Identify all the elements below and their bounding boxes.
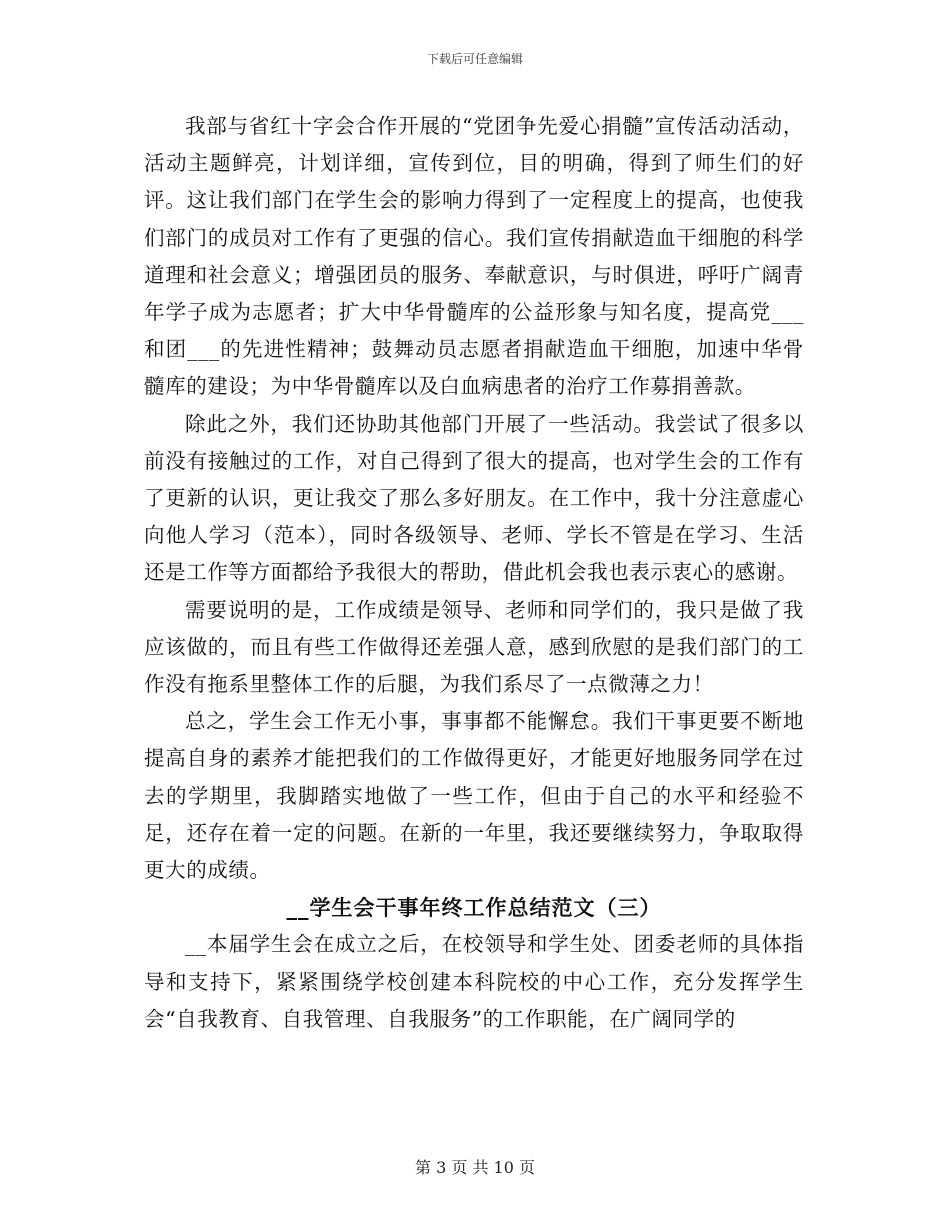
body-paragraph-1: 我部与省红十字会合作开展的“党团争先爱心捐髓”宣传活动活动，活动主题鲜亮，计划详细，宣传到位，目的明确，得到了师生们的好评。这让我们部门在学生会的影响力得到了一定程度上的提高，也使我们部门的成员对工作有了更强的信心。我们宣传捐献造血干细胞的科学道理和社会意义；增强团员的服务、奉献意识，与时俱进，呼吁广阔青年学子成为志愿者；扩大中华骨髓库的公益形象与知名度，提高党___和团___的先进性精神；鼓舞动员志愿者捐献造血干细胞，加速中华骨髓库的建设；为中华骨髓库以及白血病患者的治疗工作募捐善款。 (144, 114, 804, 399)
body-paragraph-3: 需要说明的是，工作成绩是领导、老师和同学们的，我只是做了我应该做的，而且有些工作做得还差强人意，感到欣慰的是我们部门的工作没有拖系里整体工作的后腿，为我们系尽了一点微薄之力！ (144, 597, 804, 697)
document-body (144, 108, 804, 1038)
section-paragraph-1: __本届学生会在成立之后，在校领导和学生处、团委老师的具体指导和支持下，紧紧围绕学校创建本科院校的中心工作，充分发挥学生会“自我教育、自我管理、自我服务”的工作职能，在广阔同学的 (144, 932, 804, 1031)
body-paragraph-4: 总之，学生会工作无小事，事事都不能懈怠。我们干事更要不断地提高自身的素养才能把我们的工作做得更好，才能更好地服务同学在过去的学期里，我脚踏实地做了一些工作，但由于自己的水平和经验不足，还存在着一定的问题。在新的一年里，我还要继续努力，争取取得更大的成绩。 (144, 709, 804, 883)
section-title: __学生会干事年终工作总结范文（三） (286, 895, 662, 921)
body-paragraph-2: 除此之外，我们还协助其他部门开展了一些活动。我尝试了很多以前没有接触过的工作，对自己得到了很大的提高，也对学生会的工作有了更新的认识，更让我交了那么多好朋友。在工作中，我十分注意虚心向他人学习（范本），同时各级领导、老师、学长不管是在学习、生活还是工作等方面都给予我很大的帮助，借此机会我也表示衷心的感谢。 (144, 411, 804, 585)
page-number: 第 3 页 共 10 页 (415, 1158, 535, 1177)
page-header-note: 下载后可任意编辑 (426, 52, 523, 66)
